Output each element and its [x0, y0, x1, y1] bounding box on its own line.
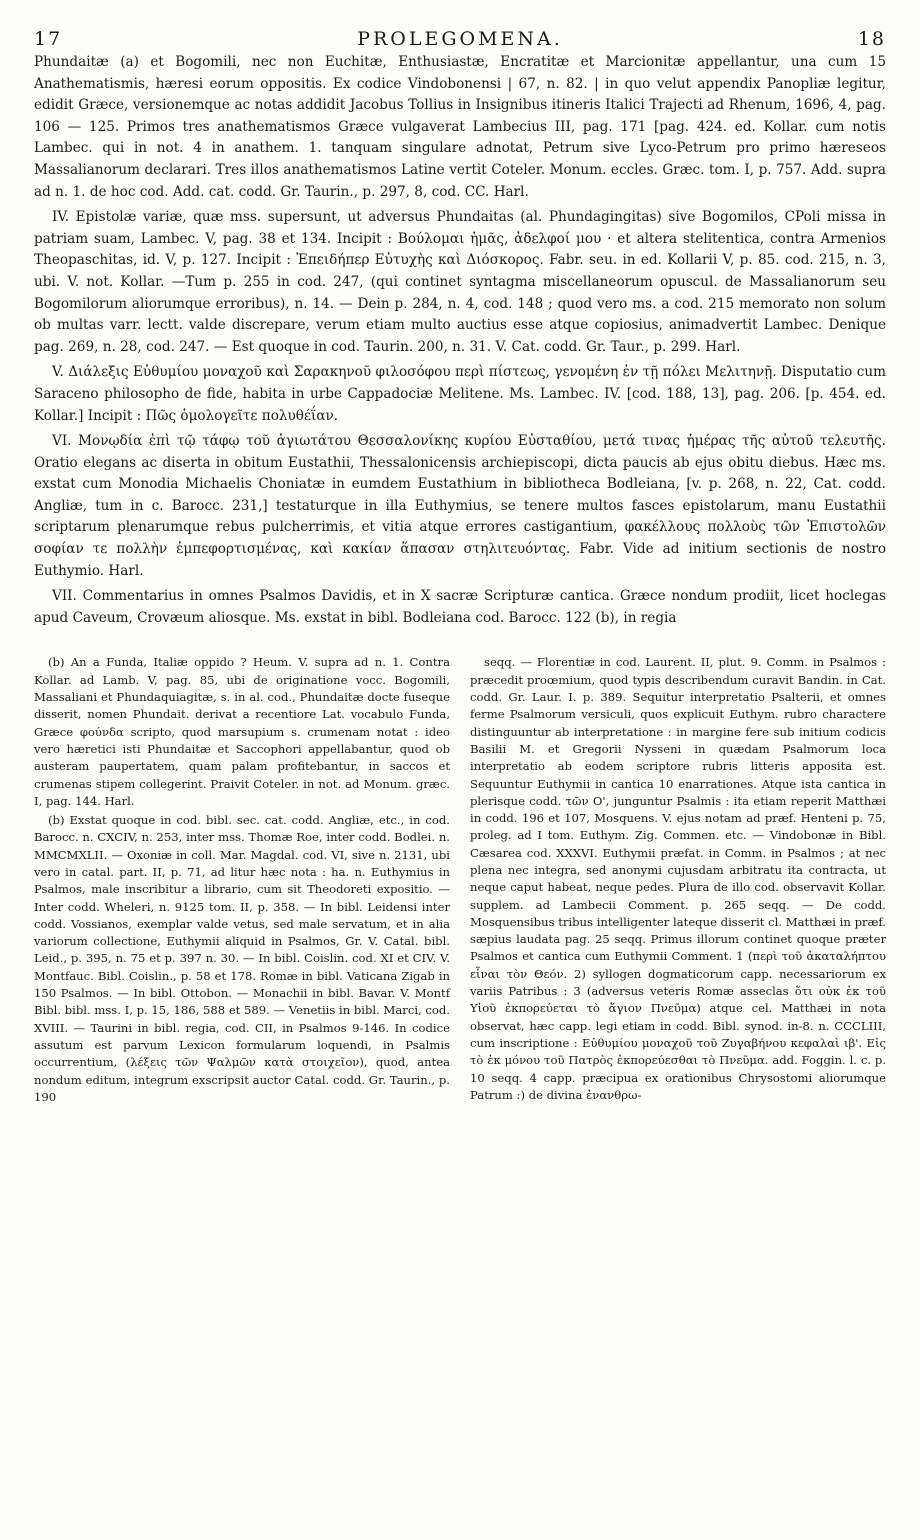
footnote-a: (b) An a Funda, Italiæ oppido ? Heum. V. supra ad n. 1. Contra Kollar. ad Lamb. V, pag. 85, ubi de originatione vocc. Bogomili, Massaliani et Phundaquiagitæ, s. in al. cod., Phundaitæ docte fuseque disserit, nomen Phundait. derivat a recentiore Lat. vocabulo Funda, Græce φούνδα scripto, quod marsupium s. crumenam notat : ideo vero hæretici isti Phundaitæ et Saccophori appellabantur, quod ob austeram paupertatem, quam palam profitebantur, in saccos et crumenas stipem collegerint. Praivit Coteler. in not. ad Monum. græc. I, pag. 144. Harl.	[34, 655, 450, 808]
section-iv: IV. Epistolæ variæ, quæ mss. supersunt, ut adversus Phundaitas (al. Phundagingitas) sive Bogomilos, CPoli missa in patriam suam, Lambec. V, pag. 38 et 134. Incipit : Βούλομαι ἡμᾶς, ἀδελφοί μου · et altera stelitentica, contra Armenios Theopaschitas, id. V, p. 127. Incipit : Ἐπειδήπερ Εὐτυχὴς καὶ Διόσκορος. Fabr. seu. in ed. Kollarii V, p. 85. cod. 215, n. 3, ubi. V. not. Kollar. —Tum p. 255 in cod. 247, (qui continet syntagma miscellaneorum opuscul. de Massalianorum seu Bogomilorum aliorumque erroribus), n. 14. — Dein p. 284, n. 4, cod. 148 ; quod vero ms. a cod. 215 memorato non solum ob multas varr. lectt. valde discrepare, verum etiam multo auctius esse atque copiosius, animadvertit Lambec. Denique pag. 269, n. 28, cod. 247. — Est quoque in cod. Taurin. 200, n. 31. V. Cat. codd. Gr. Taur., p. 299. Harl.	[34, 209, 886, 355]
main-text	[34, 52, 886, 629]
section-vii: VII. Commentarius in omnes Psalmos Davidis, et in X sacræ Scripturæ cantica. Græce nondum prodiit, licet hoclegas apud Caveum, Crovæum aliosque. Ms. exstat in bibl. Bodleiana cod. Barocc. 122 (b), in regia	[34, 588, 886, 626]
paragraph-continuation: Phundaitæ (a) et Bogomili, nec non Euchitæ, Enthusiastæ, Encratitæ et Marcionitæ appellantur, una cum 15 Anathematismis, hæresi eorum oppositis. Ex codice Vindobonensi | 67, n. 82. | in quo velut appendix Panopliæ legitur, edidit Græce, versionemque ac notas addidit Jacobus Tollius in Insignibus itineris Italici Trajecti ad Rhenum, 1696, 4, pag. 106 — 125. Primos tres anathematismos Græce vulgaverat Lambecius III, pag. 171 [pag. 424. ed. Kollar. cum notis Lambec. qui in not. 4 in anathem. 1. tanquam singulare adnotat, Petrum sive Lyco-Petrum pro primo hæreseos Massalianorum declarari. Tres illos anathematismos Latine vertit Coteler. Monum. eccles. Græc. tom. I, p. 757. Add. supra ad n. 1. de hoc cod. Add. cat. codd. Gr. Taurin., p. 297, 8, cod. CC. Harl.	[34, 54, 886, 200]
section-vi: VI. Μονῳδία ἐπὶ τῷ τάφῳ τοῦ ἁγιωτάτου Θεσσαλονίκης κυρίου Εὐσταθίου, μετά τινας ἡμέρας τῆς αὐτοῦ τελευτῆς. Oratio elegans ac diserta in obitum Eustathii, Thessalonicensis archiepiscopi, dicta paucis ab ejus obitu diebus. Hæc ms. exstat cum Monodia Michaelis Choniatæ in eumdem Eustathium in bibliotheca Bodleiana, [v. p. 268, n. 22, Cat. codd. Angliæ, tum in c. Barocc. 231,] testaturque in illa Euthymius, se tenere multos fasces epistolarum, manu Eustathii scriptarum plenarumque rebus pulcherrimis, et vitia atque errores castigantium, φακέλλους πολλοὺς τῶν Ἐπιστολῶν σοφίαν τε πολλὴν ἐμπεφορτισμένας, καὶ κακίαν ἅπασαν στηλιτευόντας. Fabr. Vide ad initium sectionis de nostro Euthymio. Harl.	[34, 433, 886, 579]
page-number-right: 18	[857, 28, 886, 50]
footnote-column-right	[470, 654, 886, 1108]
footnote-column-left	[34, 654, 450, 1108]
section-v: V. Διάλεξις Εὐθυμίου μοναχοῦ καὶ Σαρακηνοῦ φιλοσόφου περὶ πίστεως, γενομένη ἐν τῇ πόλει Μελιτηνῇ. Disputatio cum Saraceno philosopho de fide, habita in urbe Cappadociæ Melitene. Ms. Lambec. IV. [cod. 188, 13], pag. 206. [p. 454. ed. Kollar.] Incipit : Πῶς ὁμολογεῖτε πολυθέΐαν.	[34, 364, 886, 424]
page-number-left: 17	[34, 28, 63, 50]
page-header	[34, 28, 886, 50]
footnote-b: (b) Exstat quoque in cod. bibl. sec. cat. codd. Angliæ, etc., in cod. Barocc. n. CXCIV, n. 253, inter mss. Thomæ Roe, inter codd. Bodlei. n. MMCMXLII. — Oxoniæ in coll. Mar. Magdal. cod. VI, sive n. 2131, ubi vero in catal. part. II, p. 71, ad litur hæc nota : ha. n. Euthymius in Psalmos, male inscribitur a librario, cum sit Theodoreti expositio. — Inter codd. Wheleri, n. 9125 tom. II, p. 358. — In bibl. Leidensi inter codd. Vossianos, exemplar valde vetus, sed male servatum, et in alia variorum collectione, Euthymii aliquid in Psalmos, Gr. V. Catal. bibl. Leid., p. 395, n. 75 et p. 397 n. 30. — In bibl. Coislin. cod. XI et CIV. V. Montfauc. Bibl. Coislin., p. 58 et 178. Romæ in bibl. Vaticana Zigab in 150 Psalmos. — In bibl. Ottobon. — Monachii in bibl. Bavar. V. Montf Bibl. bibl. mss. I, p. 15, 186, 588 et 589. — Venetiis in bibl. Marci, cod. XVIII. — Taurini in bibl. regia, cod. CII, in Psalmos 9-146. In codice assutum est parvum Lexicon formularum loquendi, in Psalmis occurrentium, (λέξεις τῶν Ψαλμῶν κατὰ στοιχεῖον), quod, antea nondum editum, integrum exscripsit auctor Catal. codd. Gr. Taurin., p. 190	[34, 813, 450, 1104]
footnotes	[34, 654, 886, 1108]
running-title: PROLEGOMENA.	[357, 28, 563, 50]
footnote-b-continued: seqq. — Florentiæ in cod. Laurent. II, plut. 9. Comm. in Psalmos : præcedit proœmium, quod typis describendum curavit Bandin. in Cat. codd. Gr. Laur. I. p. 389. Sequitur interpretatio Psalterii, et omnes ferme Psalmorum versiculi, quos explicuit Euthym. rubro charactere distinguuntur ab interpretatione : in margine fere sub initium codicis Basilii M. et Gregorii Nysseni in quædam Psalmorum loca interpretatio ab eodem scriptore rubris litteris apposita est. Sequuntur Euthymii in cantica 10 enarrationes. Atque ista cantica in plerisque codd. τῶν Ο', junguntur Psalmis : ita etiam reperit Matthæi in codd. 196 et 107, Mosquens. V. ejus notam ad præf. Henteni p. 75, proleg. ad I tom. Euthym. Zig. Commen. etc. — Vindobonæ in Bibl. Cæsarea cod. XXXVI. Euthymii præfat. in Comm. in Psalmos ; at nec plena nec integra, sed anonymi cujusdam arbitratu ita contracta, ut neque caput habeat, neque pedes. Plura de illo cod. observavit Kollar. supplem. ad Lambecii Comment. p. 265 seqq. — De codd. Mosquensibus tribus intelligenter lateque disserit cl. Matthæi in præf. sæpius laudata pag. 25 seqq. Primus illorum continet quoque præter Psalmos et cantica cum Euthymii Comment. 1 (περὶ τοῦ ἀκαταλήπτου εἶναι τὸν Θεόν. 2) syllogen dogmaticorum capp. necessariorum ex variis Patribus : 3 (adversus veteris Romæ asseclas ὅτι οὐκ ἐκ τοῦ Υἱοῦ ἐκπορεύεται τὸ ἅγιον Πνεῦμα) atque cel. Matthæi in nota observat, hæc capp. legi etiam in codd. Bibl. synod. in-8. n. CCCLIII, cum inscriptione : Εὐθυμίου μοναχοῦ τοῦ Ζυγαβήνου κεφαλαὶ ιβ'. Εἰς τὸ ἐκ μόνου τοῦ Πατρὸς ἐκπορεύεσθαι τὸ Πνεῦμα. add. Foggin. l. c. p. 10 seqq. 4 capp. præcipua ex orationibus Chrysostomi aliorumque Patrum :) de divina ἐνανθρω-	[470, 655, 886, 1102]
